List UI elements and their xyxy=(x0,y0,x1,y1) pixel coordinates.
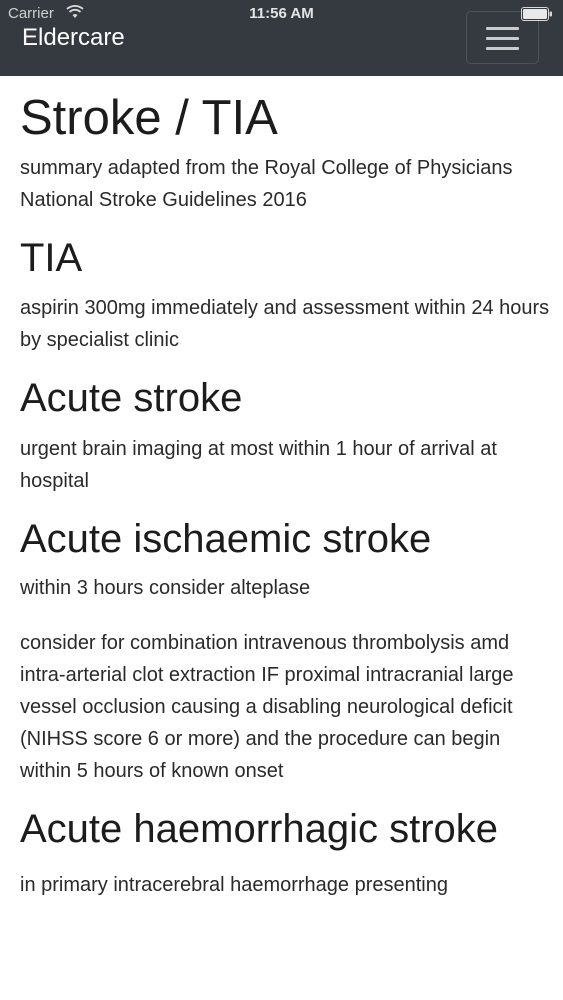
section-text-ischaemic-2: consider for combination intravenous thrombolysis amd intra-arterial clot extraction IF proximal intracranial large vessel occlusion causing a disabling neurological deficit (NIHSS score 6 or more) and the procedure can begin within 5 hours of known onset xyxy=(20,632,514,782)
section-text-acute-stroke: urgent brain imaging at most within 1 hour of arrival at hospital xyxy=(20,438,497,492)
section-text-tia: aspirin 300mg immediately and assessment within 24 hours by specialist clinic xyxy=(20,297,550,351)
battery-icon xyxy=(521,7,553,21)
section-heading-acute-ischaemic: Acute ischaemic stroke xyxy=(20,517,432,561)
carrier-label: Carrier xyxy=(8,5,54,22)
intro-text: summary adapted from the Royal College of Physicians National Stroke Guidelines 2016 xyxy=(20,157,513,211)
status-bar xyxy=(0,0,563,28)
brand-link[interactable]: Eldercare xyxy=(22,24,125,51)
section-heading-tia: TIA xyxy=(20,236,83,280)
section-text-haemorrhagic: in primary intracerebral haemorrhage presenting xyxy=(20,874,448,896)
section-heading-acute-stroke: Acute stroke xyxy=(20,376,243,420)
section-text-ischaemic-1: within 3 hours consider alteplase xyxy=(20,577,311,599)
section-heading-acute-haemorrhagic: Acute haemorrhagic stroke xyxy=(20,807,499,851)
status-time: 11:56 AM xyxy=(249,5,314,22)
page-title: Stroke / TIA xyxy=(20,91,278,145)
main-content xyxy=(20,76,550,901)
